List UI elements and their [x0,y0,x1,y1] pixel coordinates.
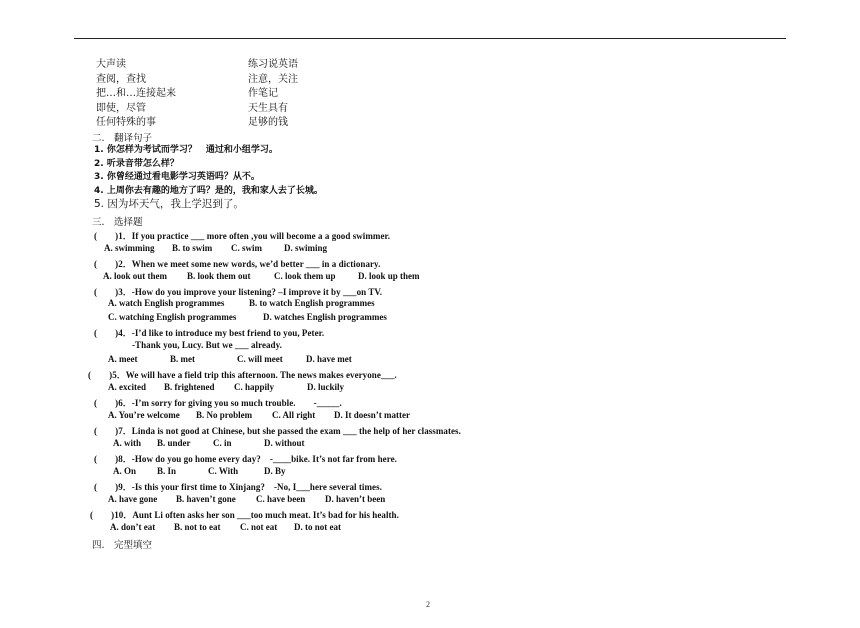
section-title-translation: 二. 翻译句子 [92,133,153,144]
option: C. With [208,466,239,476]
vocab-right: 作笔记 [248,88,278,100]
vocab-left: 把…和…连接起来 [96,88,176,100]
option: D. swiming [284,243,328,253]
vocab-left: 任何特殊的事 [96,117,156,129]
vocab-right: 练习说英语 [248,59,298,70]
options-2 [103,271,420,281]
option: C. All right [272,410,316,420]
option: A. On [113,466,137,476]
option: A. watch English programmes [108,298,225,308]
option: B. to watch English programmes [249,298,375,308]
question-2: ( )2．When we meet some new words, we’d better ___ in a dictionary. [94,259,381,269]
option: B. met [170,354,195,364]
question-1: ( )1．If you practice ___ more often ,you will become a a good swimmer. [94,231,391,241]
option: C. in [213,438,232,448]
page-number: 2 [426,600,430,609]
options-7 [113,438,305,448]
option: A. You’re welcome [108,410,180,420]
option: B. frightened [164,382,215,392]
option: B. No problem [196,410,253,420]
option: D. It doesn’t matter [334,410,410,420]
option: A. don’t eat [110,522,156,532]
option: A. meet [108,354,138,364]
option: B. under [157,438,191,448]
options-5 [108,382,344,392]
section-title-choice: 三. 选择题 [92,217,143,228]
option: A. with [113,438,142,448]
option: D. haven’t been [325,494,386,504]
option: A. excited [108,382,146,392]
option: B. to swim [172,243,213,253]
vocab-left: 大声读 [96,59,126,70]
question-3: ( )3．-How do you improve your listening? –I improve it by ___on TV. [94,287,383,297]
option: B. In [157,466,177,476]
option: D. luckily [307,382,345,392]
question-10: ( )10．Aunt Li often asks her son ___too much meat. It’s bad for his health. [90,510,399,520]
question-7: ( )7．Linda is not good at Chinese, but she passed the exam ___ the help of her classmates. [94,426,461,436]
vocab-right: 天生具有 [248,102,288,114]
option: B. look them out [187,271,251,281]
question-5: ( )5．We will have a field trip this afternoon. The news makes everyone___. [88,370,397,380]
option: A. swimming [104,243,155,253]
options-6 [108,410,410,420]
option: C. have been [256,494,306,504]
option: B. not to eat [174,522,221,532]
option: D. to not eat [294,522,341,532]
options-4 [108,354,352,364]
option: C. swim [231,243,262,253]
vocab-row [96,102,298,117]
header-rule [74,38,786,39]
vocab-row [96,87,298,102]
question-4: ( )4．-I’d like to introduce my best friend to you, Peter. [94,328,325,338]
option: B. haven’t gone [176,494,236,504]
section-title-cloze: 四. 完型填空 [92,540,153,551]
question-4-reply: -Thank you, Lucy. But we ___ already. [132,340,282,350]
option: D. look up them [358,271,420,281]
translation-item: 5. 因为坏天气，我上学迟到了。 [94,198,244,211]
question-8: ( )8．-How do you go home every day? -____bike. It’s not far from here. [94,454,397,464]
option: C. happily [234,382,275,392]
translation-item: 2. 听录音带怎么样？ [94,158,179,169]
option: C. watching English programmes [108,312,237,322]
vocab-row [96,116,298,131]
question-9: ( )9．-Is this your first time to Xinjang? -No, I___here several times. [94,482,382,492]
vocab-row [96,58,298,73]
options-8 [113,466,286,476]
vocab-left: 查阅，查找 [96,73,146,85]
vocab-row [96,73,298,88]
translation-item: 3. 你曾经通过看电影学习英语吗？从不。 [94,172,260,183]
question-6: ( )6．-I’m sorry for giving you so much trouble. -_____. [94,398,342,408]
translation-item: 4. 上周你去有趣的地方了吗？是的，我和家人去了长城。 [94,185,323,196]
option: A. look out them [103,271,168,281]
option: C. not eat [240,522,278,532]
option: D. have met [306,354,352,364]
vocab-right: 注意，关注 [248,73,298,85]
option: D. By [264,466,286,476]
option: A. have gone [108,494,158,504]
vocab-left: 即使，尽管 [96,102,146,114]
option: C. will meet [237,354,283,364]
translation-item: 1. 你怎样为考试而学习？ 通过和小组学习。 [94,145,278,155]
options-9 [108,494,385,504]
translation-list [94,144,323,212]
options-10 [110,522,341,532]
vocab-right: 足够的钱 [248,117,288,129]
options-3a [108,298,375,308]
options-3b [108,312,387,322]
options-1 [104,243,327,253]
option: C. look them up [274,271,336,281]
vocab-list [96,58,298,131]
option: D. watches English programmes [263,312,387,322]
option: D. without [264,438,305,448]
